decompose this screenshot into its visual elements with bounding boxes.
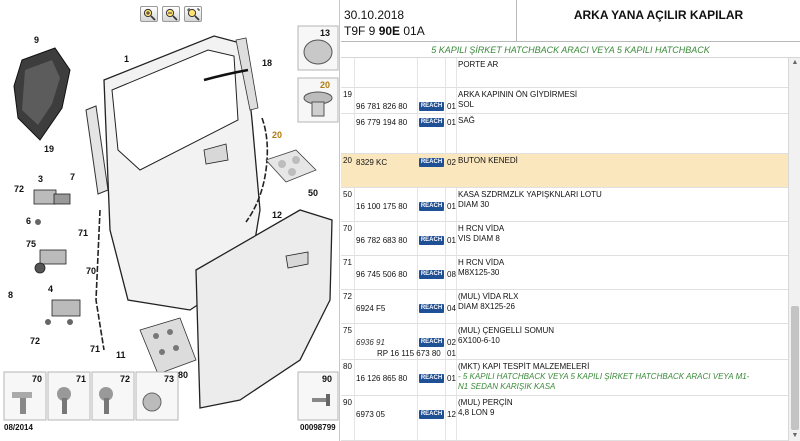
callout-70: 70 bbox=[86, 266, 97, 276]
position-number: 90 bbox=[343, 398, 352, 407]
hinge-middle[interactable] bbox=[35, 250, 66, 273]
quantity: 02 bbox=[447, 158, 456, 167]
description-line: (MUL) ÇENGELLİ SOMUN bbox=[458, 326, 555, 335]
part-reference: 16 100 175 80 bbox=[356, 202, 408, 211]
reach-badge[interactable]: REACH bbox=[420, 411, 443, 417]
table-row[interactable] bbox=[341, 188, 788, 222]
table-row[interactable] bbox=[341, 360, 788, 396]
callout-3: 3 bbox=[38, 174, 44, 184]
quantity: 12 bbox=[447, 410, 456, 419]
zoom-toolbar bbox=[140, 6, 202, 24]
header-code-prefix: T9F 9 bbox=[344, 24, 379, 38]
thumb-72-label: 72 bbox=[120, 374, 131, 384]
reach-badge[interactable]: REACH bbox=[420, 375, 443, 381]
reach-badge[interactable]: REACH bbox=[420, 305, 443, 311]
footer-ref: 00098799 bbox=[300, 423, 336, 432]
callout-13: 13 bbox=[320, 28, 331, 38]
description-line: (MUL) VİDA RLX bbox=[458, 292, 519, 301]
position-number: 70 bbox=[343, 224, 352, 233]
callout-11: 11 bbox=[116, 350, 126, 360]
description-line: KASA SZDRMZLK YAPIŞKNLARI LOTU bbox=[458, 190, 602, 199]
callout-9: 9 bbox=[34, 35, 40, 45]
part-50-pads[interactable] bbox=[266, 150, 316, 182]
table-row[interactable] bbox=[341, 324, 788, 360]
header-date: 30.10.2018 bbox=[344, 8, 405, 22]
hinge-lower[interactable] bbox=[45, 300, 80, 325]
callout-71: 71 bbox=[78, 228, 89, 238]
callout-12: 12 bbox=[272, 210, 283, 220]
part-19-trim[interactable] bbox=[86, 106, 108, 194]
zoom-fit-button[interactable] bbox=[184, 6, 202, 22]
callout-72: 72 bbox=[14, 184, 25, 194]
scroll-thumb[interactable] bbox=[791, 306, 799, 430]
scroll-up-icon[interactable]: ▲ bbox=[791, 59, 799, 66]
callout-19: 19 bbox=[44, 144, 55, 154]
zoom-in-icon bbox=[143, 8, 156, 21]
description-line: SOL bbox=[458, 100, 475, 109]
quantity: 01 bbox=[447, 202, 456, 211]
reach-badge[interactable]: REACH bbox=[420, 159, 443, 165]
quantity: 02 bbox=[447, 338, 456, 347]
reach-badge[interactable]: REACH bbox=[420, 203, 443, 209]
exploded-diagram[interactable] bbox=[0, 0, 340, 441]
position-number: 75 bbox=[343, 326, 352, 335]
parts-header bbox=[341, 0, 800, 42]
part-reference: 96 782 683 80 bbox=[356, 236, 408, 245]
position-number: 19 bbox=[343, 90, 352, 99]
description-line: VIS DIAM 8 bbox=[458, 234, 500, 243]
parts-table[interactable] bbox=[341, 58, 788, 441]
header-meta bbox=[341, 0, 517, 42]
thumb-90-label: 90 bbox=[322, 374, 333, 384]
table-row[interactable] bbox=[341, 256, 788, 290]
table-row[interactable] bbox=[341, 154, 788, 188]
header-code bbox=[344, 24, 425, 38]
description-line: DIAM 8X125-26 bbox=[458, 302, 515, 311]
description-line: 6X100-6-10 bbox=[458, 336, 500, 345]
description-line: M8X125-30 bbox=[458, 268, 500, 277]
callout-20: 20 bbox=[272, 130, 283, 140]
part-reference-alt: RP 16 115 673 80 bbox=[377, 349, 441, 358]
quantity: 04 bbox=[447, 304, 456, 313]
part-reference: 96 745 506 80 bbox=[356, 270, 408, 279]
callout-7: 7 bbox=[70, 172, 76, 182]
quantity: 08 bbox=[447, 270, 456, 279]
hinge-upper[interactable] bbox=[34, 190, 70, 225]
quantity-alt: 01 bbox=[447, 349, 456, 358]
part-reference: 96 779 194 80 bbox=[356, 118, 408, 127]
position-number: 20 bbox=[343, 156, 352, 165]
callout-4: 4 bbox=[48, 284, 54, 294]
table-row[interactable] bbox=[341, 396, 788, 441]
description-line: SAĞ bbox=[458, 116, 475, 125]
reach-badge[interactable]: REACH bbox=[420, 103, 443, 109]
callout-71b: 71 bbox=[90, 344, 101, 354]
callout-6: 6 bbox=[26, 216, 32, 226]
header-code-bold: 90E bbox=[378, 24, 401, 38]
position-number: 72 bbox=[343, 292, 352, 301]
description-line: (MKT) KAPI TESPİT MALZEMELERİ bbox=[458, 362, 590, 371]
reach-badge[interactable]: REACH bbox=[420, 339, 443, 345]
description-note: N1 SEDAN KARIŞIK KASA bbox=[458, 382, 556, 391]
thumb-73-label: 73 bbox=[164, 374, 175, 384]
part-20-clip-body bbox=[312, 102, 324, 116]
parts-list-pane bbox=[341, 0, 800, 441]
part-reference: 96 781 826 80 bbox=[356, 102, 408, 111]
parts-scrollbar[interactable] bbox=[788, 58, 800, 441]
callout-75: 75 bbox=[26, 239, 37, 249]
position-number: 50 bbox=[343, 190, 352, 199]
zoom-out-button[interactable] bbox=[162, 6, 180, 22]
quantity: 01 bbox=[447, 374, 456, 383]
quantity: 01 bbox=[447, 118, 456, 127]
page-title: ARKA YANA AÇILIR KAPILAR bbox=[573, 8, 744, 22]
reach-badge[interactable]: REACH bbox=[420, 271, 443, 277]
part-reference: 16 126 865 80 bbox=[356, 374, 408, 383]
part-reference: 6936 91 bbox=[356, 338, 385, 347]
table-row[interactable] bbox=[341, 114, 788, 154]
description-note: - 5 KAPILI HATCHBACK VEYA 5 KAPILI ŞİRKET HATCHBACK ARACI VEYA M1- bbox=[458, 372, 750, 381]
position-number: 71 bbox=[343, 258, 352, 267]
description-line: ARKA KAPININ ÖN GİYDİRMESİ bbox=[458, 90, 578, 99]
zoom-out-icon bbox=[165, 8, 178, 21]
part-reference: 6973 05 bbox=[356, 410, 385, 419]
description-line: DIAM 30 bbox=[458, 200, 490, 209]
callout-72b: 72 bbox=[30, 336, 41, 346]
table-row[interactable] bbox=[341, 222, 788, 256]
description-line: (MUL) PERÇİN bbox=[458, 398, 513, 407]
description-line: PORTE AR bbox=[458, 60, 499, 69]
part-11-seal[interactable] bbox=[96, 210, 104, 350]
description-line: H RCN VİDA bbox=[458, 224, 505, 233]
vehicle-banner: 5 KAPILI ŞİRKET HATCHBACK ARACI VEYA 5 KAPILI HATCHBACK bbox=[341, 43, 800, 58]
exploded-diagram-pane bbox=[0, 0, 340, 441]
zoom-in-button[interactable] bbox=[140, 6, 158, 22]
scroll-down-icon[interactable]: ▼ bbox=[791, 432, 799, 439]
callout-20-thumb: 20 bbox=[320, 80, 331, 90]
description-line: H RCN VİDA bbox=[458, 258, 505, 267]
position-number: 80 bbox=[343, 362, 352, 371]
callout-80: 80 bbox=[178, 370, 189, 380]
quantity: 01 bbox=[447, 236, 456, 245]
part-reference: 6924 F5 bbox=[356, 304, 386, 313]
thumb-70-label: 70 bbox=[32, 374, 43, 384]
fastener-thumbnails[interactable] bbox=[4, 372, 338, 420]
thumb-71-label: 71 bbox=[76, 374, 87, 384]
table-row[interactable] bbox=[341, 88, 788, 114]
header-code-suffix: 01A bbox=[400, 24, 425, 38]
description-line: 4,8 LON 9 bbox=[458, 408, 495, 417]
table-row[interactable] bbox=[341, 58, 788, 88]
reach-badge[interactable]: REACH bbox=[420, 237, 443, 243]
zoom-fit-icon bbox=[187, 8, 200, 21]
part-reference: 8329 KC bbox=[356, 158, 388, 167]
table-row[interactable] bbox=[341, 290, 788, 324]
description-line: BUTON KENEDİ bbox=[458, 156, 518, 165]
part-80-kit[interactable] bbox=[140, 318, 196, 374]
callout-8: 8 bbox=[8, 290, 14, 300]
reach-badge[interactable]: REACH bbox=[420, 119, 443, 125]
callout-1: 1 bbox=[124, 54, 130, 64]
callout-18: 18 bbox=[262, 58, 273, 68]
callout-50: 50 bbox=[308, 188, 319, 198]
quantity: 01 bbox=[447, 102, 456, 111]
footer-date: 08/2014 bbox=[4, 423, 33, 432]
part-13-plug bbox=[304, 40, 332, 64]
